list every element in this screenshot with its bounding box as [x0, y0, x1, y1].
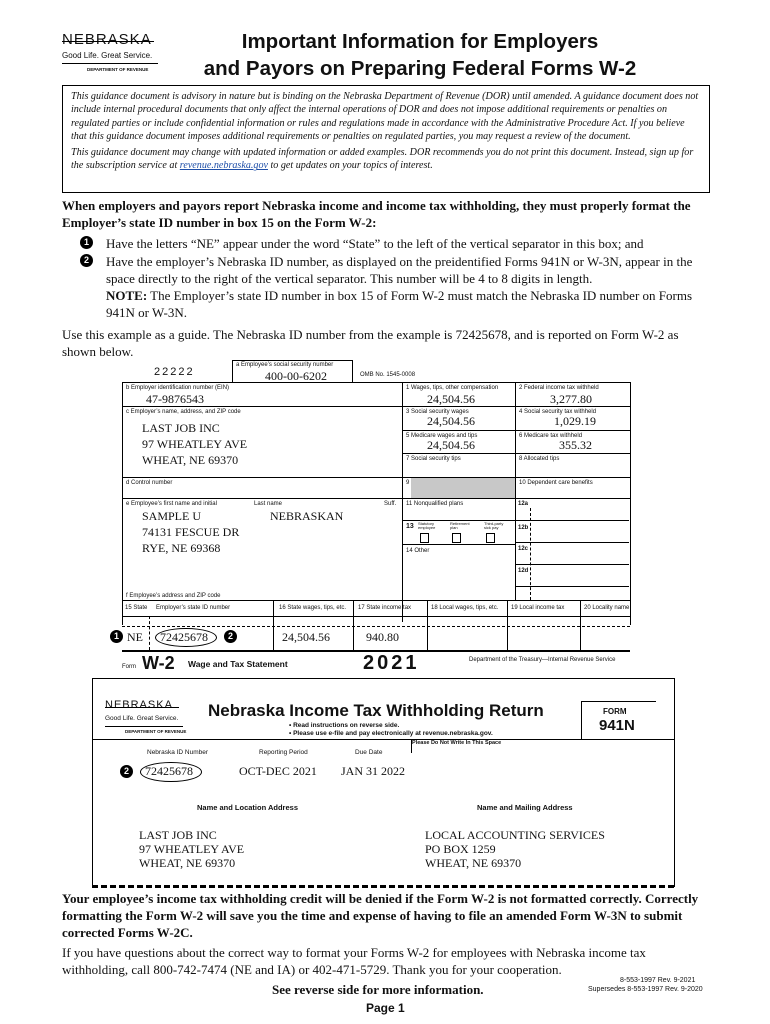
f941-due-label: Due Date — [355, 749, 383, 756]
w2-box-c-line3: WHEAT, NE 69370 — [142, 453, 239, 467]
w2-line — [507, 600, 508, 650]
f941-location-line2: 97 WHEATLEY AVE — [139, 842, 245, 856]
w2-line — [402, 498, 630, 499]
w2-line — [402, 382, 403, 622]
w2-box-8-label: 8 Allocated tips — [519, 456, 560, 462]
title-line-1: Important Information for Employers — [241, 30, 599, 53]
w2-box-13-retirement: Retirement plan — [450, 521, 470, 530]
f941-location-line3: WHEAT, NE 69370 — [139, 856, 236, 870]
nebraska-logo — [62, 31, 162, 77]
w2-box-16-label: 16 State wages, tips, etc. — [279, 605, 347, 611]
page-number: Page 1 — [366, 1001, 405, 1015]
w2-box-14-label: 14 Other — [406, 548, 430, 554]
w2-box-4-value: 1,029.19 — [554, 414, 596, 428]
f941-period-label: Reporting Period — [259, 749, 308, 756]
w2-line — [402, 406, 630, 407]
f941-logo-department: DEPARTMENT OF REVENUE — [125, 729, 187, 734]
w2-box-e-label: e Employee’s first name and initial — [126, 501, 217, 507]
disclaimer-paragraph-1: This guidance document is advisory in nature but is binding on the Nebraska Department of Revenue (DOR) until amended. A guidance document does not include internal procedural documents that only affect the internal operations of DOR and does not impose additional requirements or penalties on regulated parties or include confidential information or rules and regulations made in accordance with the Administrative Procedure Act. If you believe that this guidance document imposes additional requirements or penalties on regulated parties, you may request a review of the document. — [71, 91, 699, 142]
w2-box-1-value: 24,504.56 — [427, 392, 475, 406]
w2-box-a-value: 400-00-6202 — [265, 369, 327, 383]
w2-year: 2021 — [363, 652, 420, 674]
w2-line — [515, 382, 516, 520]
w2-box-6-value: 355.32 — [559, 438, 592, 452]
w2-box-2-label: 2 Federal income tax withheld — [519, 385, 599, 391]
f941-instruction-1: • Read instructions on reverse side. — [289, 722, 400, 729]
w2-box-15-id-label: Employer’s state ID number — [156, 605, 231, 611]
w2-employee-address: 74131 FESCUE DR — [142, 525, 240, 539]
marker-1: 1 — [110, 630, 123, 643]
title-line-2: and Payors on Preparing Federal Forms W-2 — [203, 57, 637, 80]
w2-box-9-shade — [411, 478, 515, 498]
f941-title: Nebraska Income Tax Withholding Return — [208, 701, 544, 720]
step-1 — [80, 235, 712, 252]
f941-logo-name: NEBRASKA — [105, 699, 173, 711]
w2-box-15-state-value: NE — [127, 630, 143, 644]
w2-box-15-label: 15 State — [125, 605, 148, 611]
w2-employee-city: RYE, NE 69368 — [142, 541, 221, 555]
w2-line — [402, 430, 630, 431]
f941-marker-2: 2 — [120, 765, 133, 778]
w2-line — [515, 586, 629, 587]
example-text: Use this example as a guide. The Nebraska ID number from the example is 72425678, and is reported on Form W-2 as shown below. — [62, 327, 679, 359]
contact-text: If you have questions about the correct way to format your Forms W-2 for employees with Nebraska income tax withholding, call 800-742-7474 (NE and IA) or 402-471-5729. Thank you for your cooperation. — [62, 945, 646, 977]
w2-line — [402, 453, 630, 454]
w2-box-a-label: a Employee’s social security number — [236, 362, 334, 368]
revision-line-2: Supersedes 8-553-1997 Rev. 9-2020 — [588, 986, 703, 993]
w2-line — [232, 360, 352, 361]
w2-form-description: Wage and Tax Statement — [188, 659, 288, 669]
w2-department: Department of the Treasury—Internal Revenue Service — [469, 657, 616, 663]
w2-box-12a-label: 12a — [518, 501, 529, 507]
f941-mailing-line2: PO BOX 1259 — [425, 842, 496, 856]
f941-period-value: OCT-DEC 2021 — [239, 764, 317, 778]
f941-line — [581, 701, 582, 739]
retirement-plan-checkbox[interactable] — [452, 533, 461, 543]
w2-box-17-label: 17 State income tax — [358, 605, 412, 611]
w2-line — [122, 616, 630, 617]
w2-employee-last-name: NEBRASKAN — [270, 509, 344, 523]
w2-line — [427, 600, 428, 650]
w2-box-16-value: 24,504.56 — [282, 630, 330, 644]
form-941n — [92, 678, 675, 887]
f941-mailing-line3: WHEAT, NE 69370 — [425, 856, 522, 870]
step-2-number: 2 — [80, 254, 93, 267]
w2-line — [149, 616, 150, 650]
f941-location-label: Name and Location Address — [197, 803, 298, 812]
f941-id-label: Nebraska ID Number — [147, 749, 209, 756]
f941-instruction-2: • Please use e-file and pay electronically at revenue.nebraska.gov. — [289, 730, 493, 737]
w2-line — [515, 564, 629, 565]
w2-box-3-value: 24,504.56 — [427, 414, 475, 428]
intro-text: When employers and payors report Nebraska income and income tax withholding, they must properly format the Employer’s state ID number in box 15 on the Form W-2: — [62, 198, 691, 230]
w2-box-2-value: 3,277.80 — [550, 392, 592, 406]
w2-line — [122, 406, 402, 407]
f941-form-number: 941N — [599, 717, 635, 734]
statutory-employee-checkbox[interactable] — [420, 533, 429, 543]
w2-box-b-label: b Employer identification number (EIN) — [126, 385, 230, 391]
w2-employee-first-name: SAMPLE U — [142, 509, 202, 523]
third-party-sick-pay-checkbox[interactable] — [486, 533, 495, 543]
w2-box-13-third-party: Third-party sick pay — [484, 521, 504, 530]
warning-text: Your employee’s income tax withholding credit will be denied if the Form W-2 is not formatted correctly. Correctly formatting the Form W-2 will save you the time and expense of having to file an amended Form W-3N to submit corrected Forms W-2C. — [62, 891, 699, 940]
disclaimer-paragraph-2 — [71, 146, 701, 173]
f941-do-not-write: Please Do Not Write In This Space — [412, 740, 502, 746]
w2-box-5-value: 24,504.56 — [427, 438, 475, 452]
w2-box-4-label: 4 Social security tax withheld — [519, 409, 597, 415]
note — [106, 287, 712, 321]
w2-box-5-label: 5 Medicare wages and tips — [406, 433, 478, 439]
w2-line — [353, 600, 354, 650]
logo-tagline: Good Life. Great Service. — [62, 51, 153, 60]
disclaimer-text-end: to get updates on your topics of interest. — [267, 160, 433, 172]
w2-box-17-value: 940.80 — [366, 630, 399, 644]
w2-box-c-line1: LAST JOB INC — [142, 421, 220, 435]
w2-box-c-label: c Employer’s name, address, and ZIP code — [126, 409, 241, 415]
w2-box-15-id-value: 72425678 — [160, 630, 208, 644]
step-2 — [80, 253, 712, 321]
w2-line — [580, 600, 581, 650]
logo-department: DEPARTMENT OF REVENUE — [87, 67, 149, 72]
w2-line — [232, 360, 233, 382]
w2-box-d-label: d Control number — [126, 480, 173, 486]
f941-location-line1: LAST JOB INC — [139, 828, 217, 842]
w2-line — [122, 626, 630, 627]
w2-box-9-label: 9 — [406, 480, 410, 486]
f941-mailing-label: Name and Mailing Address — [477, 803, 573, 812]
w2-box-20-label: 20 Locality name — [584, 605, 630, 611]
w2-box-11-label: 11 Nonqualified plans — [406, 501, 464, 507]
disclaimer-text: This guidance document may change with updated information or added examples. DOR recommends you do not print this document. Instead, sign up for the subscription service at — [71, 147, 694, 172]
logo-underline — [62, 63, 158, 64]
w2-form-name: W-2 — [142, 653, 175, 673]
f941-logo-tagline: Good Life. Great Service. — [105, 715, 179, 722]
revenue-link[interactable]: revenue.nebraska.gov — [179, 160, 268, 172]
f941-dashed-edge — [92, 885, 674, 888]
w2-box-e-last-label: Last name — [254, 501, 283, 507]
marker-2: 2 — [224, 630, 237, 643]
w2-line — [352, 360, 353, 382]
f941-id-value: 72425678 — [145, 764, 193, 778]
w2-box-19-label: 19 Local income tax — [511, 605, 565, 611]
w2-line — [122, 600, 630, 601]
w2-box-6-label: 6 Medicare tax withheld — [519, 433, 583, 439]
w2-line — [273, 600, 274, 650]
w2-form — [122, 360, 630, 674]
revision-line-1: 8-553-1997 Rev. 9-2021 — [620, 977, 696, 984]
w2-line — [515, 520, 629, 521]
w2-box-13-label: 13 — [406, 523, 414, 530]
w2-box-12b-label: 12b — [518, 525, 529, 531]
disclaimer-box — [62, 85, 710, 193]
step-2-text: Have the employer’s Nebraska ID number, as displayed on the preidentified Forms 941N or W-3N, appear in the space directly to the right of the vertical separator. This number will be 4 to 8 digits in length. — [106, 254, 693, 286]
w2-box-13-statutory: Statutory employee — [418, 521, 436, 530]
see-reverse: See reverse side for more information. — [272, 982, 484, 997]
f941-logo-underline — [105, 726, 183, 727]
w2-box-c-line2: 97 WHEATLEY AVE — [142, 437, 248, 451]
w2-box-12c-label: 12c — [518, 546, 529, 552]
f941-logo-strike — [105, 707, 179, 708]
w2-box-e-suff-label: Suff. — [384, 501, 397, 507]
w2-line — [122, 477, 402, 478]
note-text: The Employer’s state ID number in box 15 of Form W-2 must match the Nebraska ID number on Forms 941N or W-3N. — [106, 288, 692, 320]
f941-due-value: JAN 31 2022 — [341, 764, 406, 778]
step-1-number: 1 — [80, 236, 93, 249]
step-1-text: Have the letters “NE” appear under the word “State” to the left of the vertical separator in this box; and — [106, 236, 644, 251]
w2-box-b-value: 47-9876543 — [146, 392, 204, 406]
f941-line — [93, 739, 674, 740]
w2-line — [402, 544, 515, 545]
w2-box-f-label: f Employee’s address and ZIP code — [126, 593, 221, 599]
logo-name: NEBRASKA — [62, 31, 152, 48]
w2-box-12d-label: 12d — [518, 568, 529, 574]
w2-line — [515, 542, 629, 543]
page-title — [170, 28, 670, 82]
f941-mailing-line1: LOCAL ACCOUNTING SERVICES — [425, 828, 605, 842]
w2-line — [515, 520, 516, 600]
w2-box-10-label: 10 Dependent care benefits — [519, 480, 593, 486]
w2-omb: OMB No. 1545-0008 — [360, 372, 416, 378]
w2-box-1-label: 1 Wages, tips, other compensation — [406, 385, 499, 391]
logo-strike-line — [62, 41, 154, 42]
w2-code: 22222 — [154, 366, 195, 378]
w2-box-18-label: 18 Local wages, tips, etc. — [431, 605, 499, 611]
note-label: NOTE: — [106, 288, 148, 303]
w2-form-word: Form — [122, 664, 136, 670]
w2-line — [122, 498, 402, 499]
f941-form-label: FORM — [603, 707, 627, 716]
w2-box-3-label: 3 Social security wages — [406, 409, 469, 415]
w2-box-7-label: 7 Social security tips — [406, 456, 461, 462]
f941-line — [581, 701, 656, 702]
